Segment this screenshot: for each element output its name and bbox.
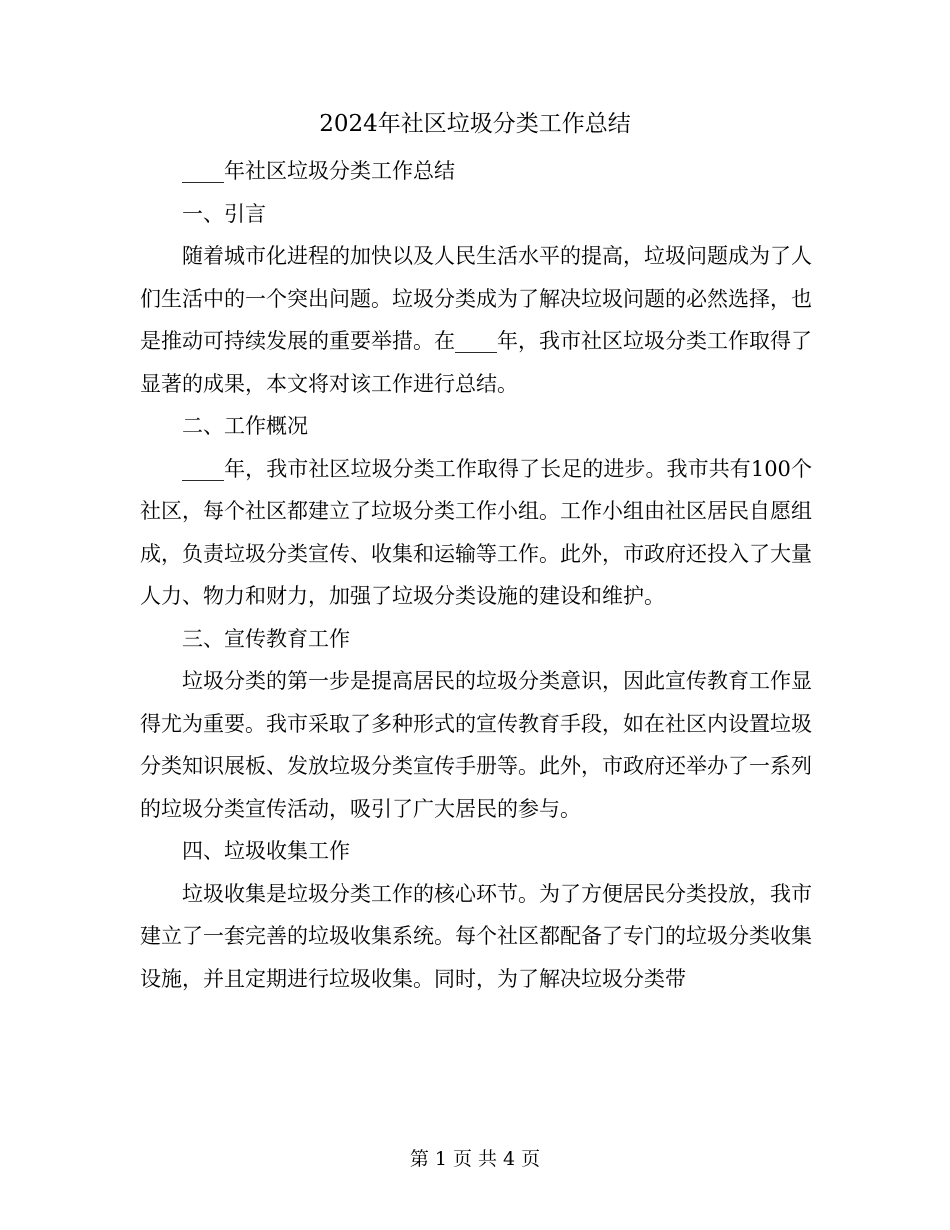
section-heading-collection: 四、垃圾收集工作	[182, 839, 350, 863]
body-paragraph: ____年，我市社区垃圾分类工作取得了长足的进步。我市共有100个社区，每个社区都建立了垃圾分类工作小组。工作小组由社区居民自愿组成，负责垃圾分类宣传、收集和运输等工作。此外，市政府还投入了大量人力、物力和财力，加强了垃圾分类设施的建设和维护。	[140, 456, 812, 608]
document-title: 2024年社区垃圾分类工作总结	[319, 111, 631, 137]
page-number-footer: 第 1 页 共 4 页	[409, 1148, 541, 1170]
document-body	[140, 150, 812, 1000]
section-heading-publicity: 三、宣传教育工作	[182, 626, 350, 651]
body-paragraph: 垃圾收集是垃圾分类工作的核心环节。为了方便居民分类投放，我市建立了一套完善的垃圾收集系统。每个社区都配备了专门的垃圾分类收集设施，并且定期进行垃圾收集。同时，为了解决垃圾分类带	[140, 881, 812, 991]
body-paragraph: 随着城市化进程的加快以及人民生活水平的提高，垃圾问题成为了人们生活中的一个突出问题。垃圾分类成为了解决垃圾问题的必然选择，也是推动可持续发展的重要举措。在____年，我市社区垃圾分类工作取得了显著的成果，本文将对该工作进行总结。	[140, 244, 812, 396]
section-heading-intro: 一、引言	[182, 201, 266, 226]
body-paragraph: 垃圾分类的第一步是提高居民的垃圾分类意识，因此宣传教育工作显得尤为重要。我市采取了多种形式的宣传教育手段，如在社区内设置垃圾分类知识展板、发放垃圾分类宣传手册等。此外，市政府还举办了一系列的垃圾分类宣传活动，吸引了广大居民的参与。	[140, 669, 812, 821]
section-heading-overview: 二、工作概况	[182, 414, 308, 438]
subtitle-paragraph: ____年社区垃圾分类工作总结	[182, 159, 455, 183]
